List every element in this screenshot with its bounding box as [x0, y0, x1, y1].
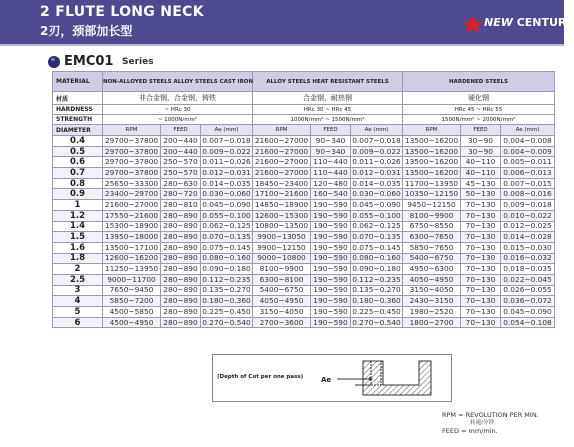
table-cell: 15300~18900 [103, 221, 161, 232]
diameter-cell: 3 [53, 285, 103, 296]
table-cell: 190~590 [311, 200, 351, 211]
group-2-cn: 合金钢，耐热钢 [253, 92, 403, 105]
table-cell: 0.135~0.270 [202, 285, 251, 295]
table-cell: 21600~27000 [103, 200, 161, 211]
table-cell: 30~90 [461, 136, 501, 147]
table-cell: 4500~5850 [103, 307, 161, 318]
table-cell: 6300~7650 [403, 232, 461, 243]
table-cell: 0.225~0.450 [352, 306, 401, 316]
table-row [53, 210, 555, 221]
rpm-header: RPM [403, 125, 461, 136]
table-cell: 90~340 [311, 136, 351, 147]
group-3-strength: 1500N/mm² ~ 2000N/mm² [403, 115, 555, 125]
table-cell: 70~130 [461, 296, 501, 307]
table-cell: 23400~29700 [103, 189, 161, 200]
table-row [53, 136, 555, 147]
table-cell: 190~590 [311, 307, 351, 318]
table-cell: 190~590 [311, 274, 351, 285]
table-cell: 4050~4950 [253, 296, 311, 307]
table-cell: 0.009~0.022 [352, 146, 401, 156]
diameter-cell: 0.7 [53, 168, 103, 179]
table-cell: 12600~15300 [253, 210, 311, 221]
table-cell: 14850~18900 [253, 200, 311, 211]
brand-text [484, 16, 574, 29]
table-cell: 9000~11700 [103, 274, 161, 285]
table-cell: 280~890 [161, 232, 201, 243]
table-cell: 0.007~0.018 [202, 135, 251, 145]
table-cell: 0.004~0.009 [501, 146, 555, 157]
table-cell: 280~810 [161, 200, 201, 211]
table-cell: 0.007~0.015 [501, 178, 555, 189]
rpm-note: RPM = REVOLUTION PER MIN. [442, 411, 539, 419]
title-cn: 2刃，颈部加长型 [40, 24, 133, 38]
diameter-cell: 0.8 [53, 178, 103, 189]
table-row [53, 232, 555, 243]
table-cell: 0.014~0.035 [352, 178, 401, 188]
hardness-label: HARDNESS [53, 105, 103, 115]
feed-note: FEED = mm/min. [442, 427, 498, 435]
table-cell: 0.070~0.135 [202, 232, 251, 242]
diameter-cell: 1.5 [53, 232, 103, 243]
table-cell: 70~130 [461, 285, 501, 296]
table-cell: 120~480 [311, 178, 351, 189]
feed-header: FEED [161, 125, 201, 136]
page-header [0, 0, 574, 44]
table-cell: 90~340 [311, 146, 351, 157]
table-cell: 13950~18000 [103, 232, 161, 243]
table-cell: 0.080~0.160 [352, 253, 401, 263]
notes [442, 411, 552, 435]
table-cell: 0.080~0.160 [202, 253, 251, 263]
table-cell: 11700~13950 [403, 178, 461, 189]
table-cell: 25650~33300 [103, 178, 161, 189]
table-cell: 0.036~0.072 [501, 296, 555, 307]
table-cell: 70~130 [461, 317, 501, 328]
table-cell: 40~110 [461, 168, 501, 179]
table-cell: 190~590 [311, 232, 351, 243]
ae-header: Ae (mm) [351, 125, 403, 136]
table-cell: 3150~4050 [253, 307, 311, 318]
table-row [53, 168, 555, 179]
group-1-hardness: ~ HRc 30 [103, 105, 253, 115]
table-cell: 0.012~0.025 [501, 221, 555, 232]
table-cell: 190~590 [311, 221, 351, 232]
table-row [53, 221, 555, 232]
table-cell: 0.075~0.145 [352, 242, 401, 252]
table-cell: 190~590 [311, 317, 351, 328]
table-row [53, 317, 555, 328]
table-cell: 0.012~0.031 [352, 167, 401, 177]
diameter-cell: 2.5 [53, 274, 103, 285]
table-cell: 0.007~0.018 [352, 135, 401, 145]
table-cell: 1800~2700 [403, 317, 461, 328]
group-3-cn: 硬化钢 [403, 92, 555, 105]
brand-suffix: CENTURY [516, 16, 574, 29]
table-cell: 200~440 [161, 146, 201, 157]
diameter-cell: 0.9 [53, 189, 103, 200]
table-cell: 70~130 [461, 253, 501, 264]
table-cell: 13500~17100 [103, 242, 161, 253]
table-cell: 280~890 [161, 285, 201, 296]
series-name: EMC01 [64, 54, 114, 69]
material-cn-label: 材质 [53, 92, 103, 105]
table-cell: 29700~37800 [103, 146, 161, 157]
title-en: 2 FLUTE LONG NECK [40, 4, 204, 20]
table-cell: 5850~7650 [403, 242, 461, 253]
new-century-logo [462, 14, 574, 36]
series-suffix: Series [122, 57, 154, 67]
table-row [53, 146, 555, 157]
table-cell: 5400~6750 [403, 253, 461, 264]
table-cell: 6300~8100 [253, 274, 311, 285]
table-cell: 29700~37800 [103, 136, 161, 147]
table-cell: 45~130 [461, 178, 501, 189]
table-cell: 0.010~0.022 [501, 210, 555, 221]
strength-row [53, 115, 555, 125]
table-cell: 70~130 [461, 210, 501, 221]
table-cell: 70~130 [461, 264, 501, 275]
table-cell: 21600~27000 [253, 136, 311, 147]
table-cell: 0.112~0.235 [352, 274, 401, 284]
diameter-cell: 1 [53, 200, 103, 211]
diameter-cell: 1.4 [53, 221, 103, 232]
table-cell: 0.055~0.100 [352, 210, 401, 220]
table-cell: 110~440 [311, 157, 351, 168]
table-cell: 0.270~0.540 [352, 317, 401, 327]
table-cell: 29700~37800 [103, 157, 161, 168]
table-cell: 190~590 [311, 285, 351, 296]
diameter-cell: 1.6 [53, 242, 103, 253]
table-row [53, 157, 555, 168]
table-cell: 250~570 [161, 168, 201, 179]
table-cell: 70~130 [461, 274, 501, 285]
table-cell: 0.045~0.090 [501, 307, 555, 318]
table-cell: 0.008~0.016 [501, 189, 555, 200]
table-cell: 2430~3150 [403, 296, 461, 307]
diameter-cell: 6 [53, 317, 103, 328]
table-cell: 4950~6300 [403, 264, 461, 275]
table-cell: 2700~3600 [253, 317, 311, 328]
table-cell: 0.009~0.018 [501, 200, 555, 211]
table-cell: 13500~16200 [403, 168, 461, 179]
table-cell: 0.004~0.008 [501, 136, 555, 147]
table-cell: 21600~27000 [253, 146, 311, 157]
header-divider [0, 44, 564, 46]
group-1-strength: ~ 1000N/mm² [103, 115, 253, 125]
table-cell: 21600~27000 [253, 168, 311, 179]
table-cell: 10800~13500 [253, 221, 311, 232]
table-cell: 190~590 [311, 253, 351, 264]
table-cell: 13500~16200 [403, 157, 461, 168]
table-cell: 250~570 [161, 157, 201, 168]
table-cell: 10350~12150 [403, 189, 461, 200]
table-cell: 280~890 [161, 221, 201, 232]
table-cell: 0.090~0.180 [352, 264, 401, 274]
table-row [53, 253, 555, 264]
table-cell: 0.045~0.090 [202, 199, 251, 209]
table-cell: 8100~9900 [403, 210, 461, 221]
table-row [53, 264, 555, 275]
ae-label: Ae [321, 376, 332, 384]
table-cell: 0.022~0.045 [501, 274, 555, 285]
group-1-title: NON-ALLOYED STEELS ALLOY STEELS CAST IRON [103, 72, 253, 92]
series-bullet-icon [48, 56, 60, 68]
table-cell: 280~890 [161, 253, 201, 264]
diameter-cell: 1.8 [53, 253, 103, 264]
table-cell: 8100~9900 [253, 264, 311, 275]
table-cell: 0.026~0.055 [501, 285, 555, 296]
table-cell: 0.011~0.026 [202, 157, 251, 167]
diameter-cell: 0.5 [53, 146, 103, 157]
table-cell: 0.180~0.360 [352, 296, 401, 306]
table-cell: 0.030~0.060 [352, 189, 401, 199]
depth-of-cut-diagram [212, 354, 452, 402]
table-cell: 280~720 [161, 189, 201, 200]
brand-prefix: NEW [484, 16, 513, 29]
rpm-header: RPM [103, 125, 161, 136]
table-cell: 5850~7200 [103, 296, 161, 307]
table-cell: 3150~4050 [403, 285, 461, 296]
diameter-cell: 2 [53, 264, 103, 275]
table-cell: 70~130 [461, 200, 501, 211]
table-cell: 0.030~0.060 [202, 189, 251, 199]
table-cell: 280~630 [161, 178, 201, 189]
ae-header: Ae (mm) [501, 125, 555, 136]
group-3-title: HARDENED STEELS [403, 72, 555, 92]
table-cell: 4500~4950 [103, 317, 161, 328]
table-row [53, 274, 555, 285]
diameter-cell: 1.2 [53, 210, 103, 221]
table-cell: 0.180~0.360 [202, 296, 251, 306]
table-cell: 190~590 [311, 296, 351, 307]
table-cell: 0.018~0.035 [501, 264, 555, 275]
table-cell: 0.054~0.108 [501, 317, 555, 328]
group-2-title: ALLOY STEELS HEAT RESISTANT STEELS [253, 72, 403, 92]
table-cell: 4050~4950 [403, 274, 461, 285]
diameter-cell: 0.6 [53, 157, 103, 168]
table-cell: 6750~8550 [403, 221, 461, 232]
hardness-row [53, 105, 555, 115]
table-cell: 190~590 [311, 264, 351, 275]
table-cell: 0.006~0.013 [501, 168, 555, 179]
table-cell: 70~130 [461, 242, 501, 253]
table-cell: 0.011~0.026 [352, 157, 401, 167]
table-cell: 280~890 [161, 317, 201, 328]
rpm-cn-note: 转速/分钟 [470, 420, 494, 426]
table-cell: 280~890 [161, 307, 201, 318]
table-row [53, 189, 555, 200]
table-cell: 9000~10800 [253, 253, 311, 264]
ae-header: Ae (mm) [201, 125, 253, 136]
table-cell: 0.015~0.030 [501, 242, 555, 253]
table-cell: 12600~16200 [103, 253, 161, 264]
table-cell: 0.112~0.235 [202, 274, 251, 284]
feed-header: FEED [311, 125, 351, 136]
feed-header: FEED [461, 125, 501, 136]
table-cell: 200~440 [161, 136, 201, 147]
diagram-caption: (Depth of Cut per one pass) [217, 374, 304, 380]
table-row [53, 296, 555, 307]
table-cell: 0.062~0.125 [202, 221, 251, 231]
table-cell: 0.135~0.270 [352, 285, 401, 295]
group-1-cn: 非合金钢，合金钢，铸铁 [103, 92, 253, 105]
table-row [53, 178, 555, 189]
table-cell: 0.045~0.090 [352, 199, 401, 209]
table-cell: 0.075~0.145 [202, 242, 251, 252]
strength-label: STRENGTH [53, 115, 103, 125]
material-row [53, 72, 555, 92]
table-cell: 280~890 [161, 296, 201, 307]
table-cell: 0.005~0.011 [501, 157, 555, 168]
table-cell: 280~890 [161, 242, 201, 253]
table-cell: 190~590 [311, 242, 351, 253]
cutting-conditions-table [52, 71, 555, 328]
table-row [53, 307, 555, 318]
table-cell: 0.009~0.022 [202, 146, 251, 156]
table-cell: 280~890 [161, 274, 201, 285]
diameter-cell: 4 [53, 296, 103, 307]
group-3-hardness: HRc 45 ~ HRc 55 [403, 105, 555, 115]
table-cell: 0.014~0.035 [202, 178, 251, 188]
table-row [53, 242, 555, 253]
table-cell: 13500~16200 [403, 136, 461, 147]
material-cn-row [53, 92, 555, 105]
table-row [53, 285, 555, 296]
table-cell: 9450~12150 [403, 200, 461, 211]
logo-emblem-icon [462, 14, 484, 34]
table-cell: 50~130 [461, 189, 501, 200]
table-cell: 0.062~0.125 [352, 221, 401, 231]
table-cell: 0.270~0.540 [202, 317, 251, 327]
table-cell: 40~110 [461, 157, 501, 168]
table-cell: 110~440 [311, 168, 351, 179]
table-cell: 0.090~0.180 [202, 264, 251, 274]
table-cell: 0.070~0.135 [352, 232, 401, 242]
table-cell: 29700~37800 [103, 168, 161, 179]
material-label: MATERIAL [53, 72, 103, 92]
diameter-cell: 5 [53, 307, 103, 318]
table-cell: 17550~21600 [103, 210, 161, 221]
table-cell: 70~130 [461, 221, 501, 232]
table-cell: 11250~13950 [103, 264, 161, 275]
table-cell: 13500~16200 [403, 146, 461, 157]
group-2-hardness: HRc 30 ~ HRc 45 [253, 105, 403, 115]
table-cell: 160~540 [311, 189, 351, 200]
table-cell: 70~130 [461, 307, 501, 318]
cut-profile-icon [213, 355, 451, 401]
table-cell: 17100~21600 [253, 189, 311, 200]
table-cell: 70~130 [461, 232, 501, 243]
table-cell: 280~890 [161, 264, 201, 275]
table-cell: 0.014~0.028 [501, 232, 555, 243]
group-2-strength: 1000N/mm² ~ 1500N/mm² [253, 115, 403, 125]
table-cell: 7650~9450 [103, 285, 161, 296]
diameter-cell: 0.4 [53, 136, 103, 147]
table-cell: 1980~2520 [403, 307, 461, 318]
table-cell: 5400~6750 [253, 285, 311, 296]
table-cell: 0.225~0.450 [202, 306, 251, 316]
table-cell: 190~590 [311, 210, 351, 221]
table-cell: 30~90 [461, 146, 501, 157]
rpm-header: RPM [253, 125, 311, 136]
column-header-row [53, 125, 555, 136]
table-cell: 9900~13050 [253, 232, 311, 243]
table-cell: 18450~23400 [253, 178, 311, 189]
table-cell: 280~890 [161, 210, 201, 221]
table-cell: 9900~12150 [253, 242, 311, 253]
table-cell: 21600~27000 [253, 157, 311, 168]
table-cell: 0.016~0.032 [501, 253, 555, 264]
table-row [53, 200, 555, 211]
diameter-header: DIAMETER [53, 125, 103, 136]
table-cell: 0.012~0.031 [202, 167, 251, 177]
table-cell: 0.055~0.100 [202, 210, 251, 220]
